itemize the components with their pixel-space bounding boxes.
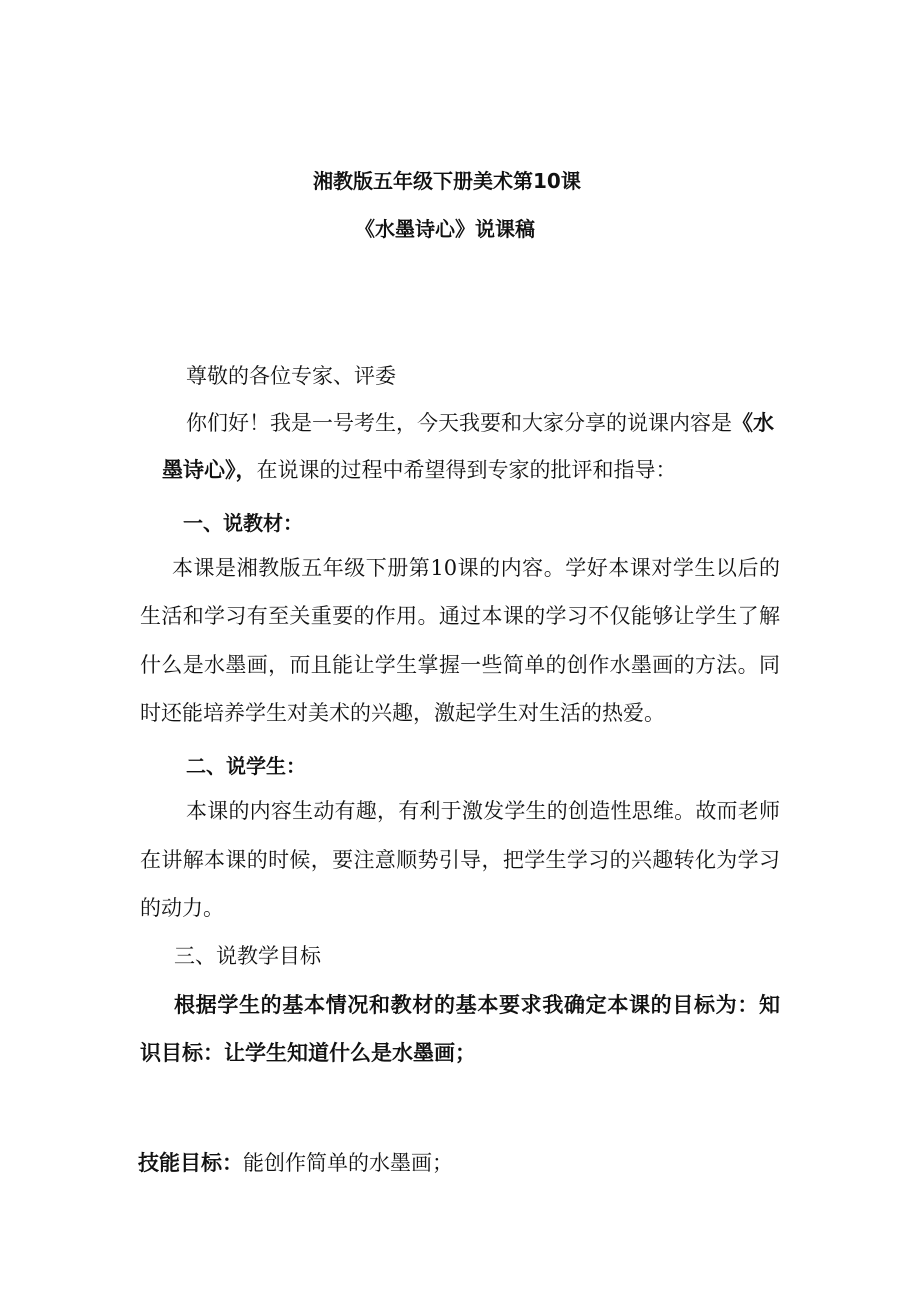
section1-line-4: 时还能培养学生对美术的兴趣，激起学生对生活的热爱。 [140, 701, 665, 725]
intro-text-2: 在说课的过程中希望得到专家的批评和指导： [256, 458, 677, 482]
skill-goal-line [138, 1148, 453, 1178]
section3-line-1: 根据学生的基本情况和教材的基本要求我确定本课的目标为：知 [174, 993, 780, 1017]
section1-line-2: 生活和学习有至关重要的作用。通过本课的学习不仅能够让学生了解 [140, 604, 780, 628]
intro-line-2 [162, 455, 677, 485]
section2-line-3: 的动力。 [140, 896, 224, 920]
section2-line-2: 在讲解本课的时候，要注意顺势引导，把学生学习的兴趣转化为学习 [140, 848, 780, 872]
doc-subtitle: 《水墨诗心》说课稿 [355, 217, 535, 241]
section-heading-textbook: 一、说教材： [183, 511, 303, 535]
section3-line-2: 识目标：让学生知道什么是水墨画； [140, 1041, 476, 1065]
skill-goal-label: 技能目标： [138, 1151, 243, 1175]
section-heading-students: 二、说学生： [186, 754, 306, 778]
section1-line-1: 本课是湘教版五年级下册第10课的内容。学好本课对学生以后的 [172, 556, 780, 580]
section2-line-1: 本课的内容生动有趣，有利于激发学生的创造性思维。故而老师 [186, 799, 780, 823]
intro-text: 你们好！我是一号考生，今天我要和大家分享的说课内容是 [186, 411, 732, 435]
section1-line-3: 什么是水墨画，而且能让学生掌握一些简单的创作水墨画的方法。同 [140, 653, 780, 677]
intro-title-part: 《水 [732, 411, 774, 435]
intro-title-rest: 墨诗心》， [162, 458, 257, 482]
skill-goal-text: 能创作简单的水墨画； [243, 1151, 453, 1175]
greeting: 尊敬的各位专家、评委 [186, 364, 396, 388]
doc-title: 湘教版五年级下册美术第10课 [313, 169, 581, 193]
section-heading-goals: 三、说教学目标 [174, 944, 321, 968]
intro-line-1 [186, 408, 774, 438]
